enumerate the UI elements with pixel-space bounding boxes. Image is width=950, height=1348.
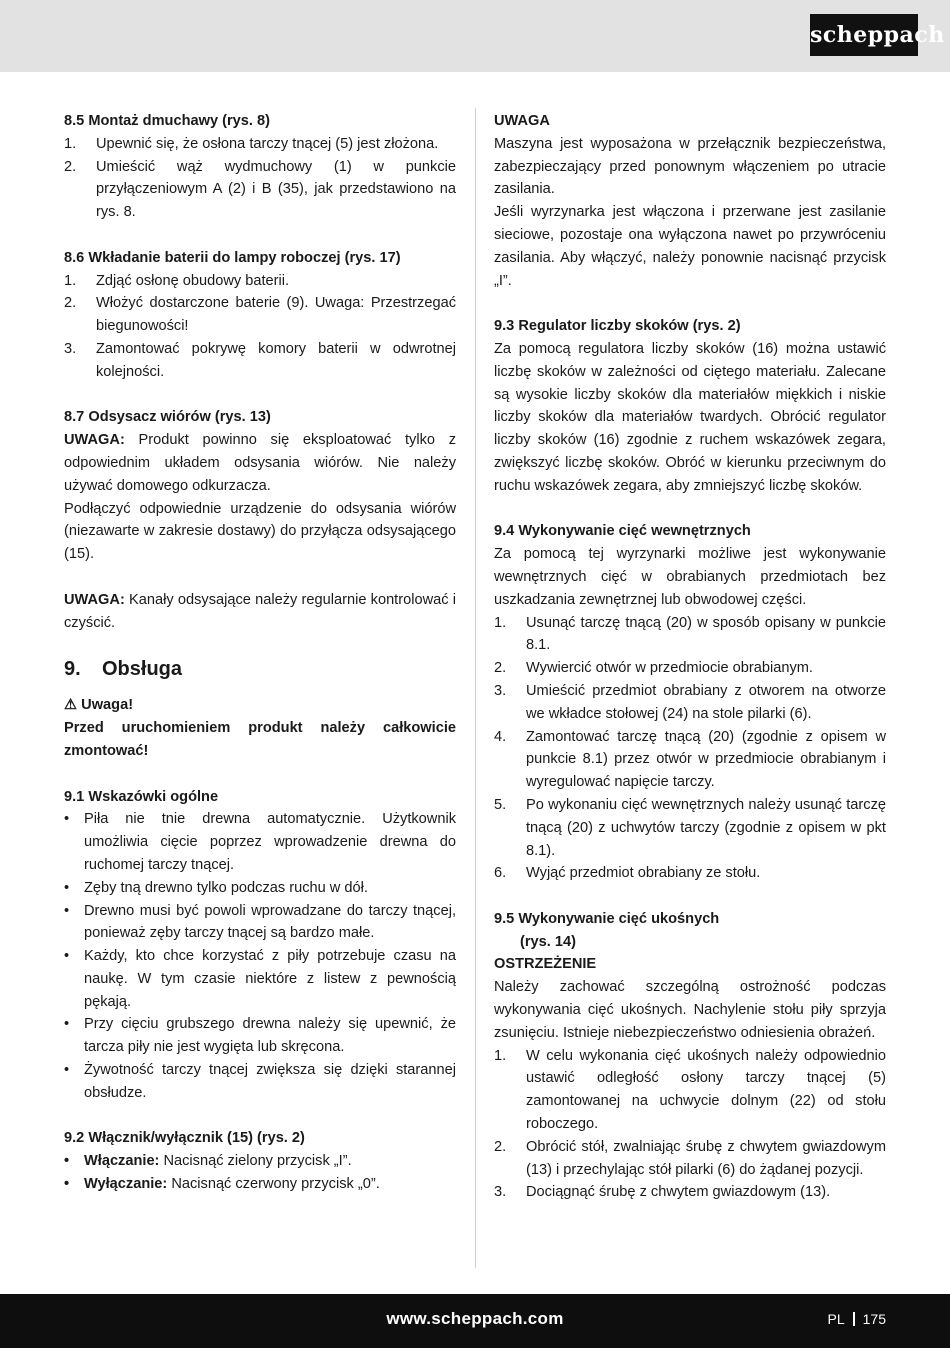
list-number: 1. xyxy=(494,614,507,631)
column-divider xyxy=(475,108,476,1268)
bullet: • xyxy=(64,1153,70,1170)
list-number: 6. xyxy=(494,865,507,882)
bullet: • xyxy=(64,902,70,919)
list-text: Zamontować pokrywę komory baterii w odwrotnej kolejności. xyxy=(96,340,456,380)
page-header xyxy=(0,0,950,72)
section-9-4-paragraph: Za pomocą tej wyrzynarki możliwe jest wykonywanie wewnętrznych cięć w obrabianych przedmiotach bez uszkadzania zewnętrznej lub obwodowej części. xyxy=(494,546,886,608)
list-number: 5. xyxy=(494,796,507,813)
section-8-7-paragraph: Podłączyć odpowiednie urządzenie do odsysania wiórów (niezawarte w zakresie dostawy) do przyłącza odsysającego (15). xyxy=(64,500,456,563)
caution-text: Przed uruchomieniem produkt należy całkowicie zmontować! xyxy=(64,720,456,759)
section-9-5-paragraph: Należy zachować szczególną ostrożność podczas wykonywania cięć ukośnych. Nachylenie stołu piły sprzyja zsunięciu. Istnieje niebezpieczeństwo odniesienia obrażeń. xyxy=(494,979,886,1041)
list-item xyxy=(494,612,886,658)
list-item xyxy=(494,657,886,680)
list-text: Usunąć tarczę tnącą (20) w sposób opisany w punkcie 8.1. xyxy=(526,614,886,654)
section-9-1-list xyxy=(64,808,456,1104)
list-item xyxy=(64,1173,456,1196)
list-item xyxy=(494,1045,886,1136)
list-text: Umieścić przedmiot obrabiany z otworem na otworze we wkładce stołowej (24) na stole pilarki (6). xyxy=(526,682,886,722)
section-9-5-warning-title: OSTRZEŻENIE xyxy=(494,956,597,973)
warning-text: Kanały odsysające należy regularnie kontrolować i czyścić. xyxy=(64,591,456,631)
list-item xyxy=(64,270,456,293)
list-item xyxy=(64,900,456,946)
list-item xyxy=(64,338,456,384)
left-column xyxy=(64,110,456,1196)
list-number: 1. xyxy=(494,1047,507,1064)
section-8-5-list xyxy=(64,133,456,224)
section-8-7-warning-2 xyxy=(64,589,456,635)
list-number: 3. xyxy=(494,1184,507,1201)
bullet: • xyxy=(64,948,70,965)
bullet: • xyxy=(64,1176,70,1193)
warning-text: Produkt powinno się eksploatować tylko z odpowiednim układem odsysania wiórów. Nie należy używać domowego odkurzacza. xyxy=(64,432,456,494)
list-number: 2. xyxy=(494,1138,507,1155)
list-text: Zamontować tarczę tnącą (20) (zgodnie z opisem w punkcie 8.1) przez otwór w przedmiocie obrabianym i wyregulować napięcie tarczy. xyxy=(526,728,886,791)
list-item xyxy=(494,862,886,885)
caution-heading xyxy=(64,694,456,717)
list-item xyxy=(64,1059,456,1105)
list-number: 2. xyxy=(64,295,77,312)
list-lead: Wyłączanie: xyxy=(84,1176,168,1193)
list-text: Wyjąć przedmiot obrabiany ze stołu. xyxy=(526,865,761,882)
list-text: W celu wykonania cięć ukośnych należy odpowiednio ustawić odległość osłony tarczy tnącej (5) zamontowanej na uchwycie dolnym (22) od stołu roboczego. xyxy=(526,1047,886,1133)
list-text: Włożyć dostarczone baterie (9). Uwaga: Przestrzegać biegunowości! xyxy=(96,295,456,335)
list-number: 1. xyxy=(64,135,77,152)
notice-paragraph-2: Jeśli wyrzynarka jest włączona i przerwane jest zasilanie sieciowe, pozostaje ona wyłączona nawet po przywróceniu zasilania. Aby włączyć, należy ponownie nacisnąć przycisk „I”. xyxy=(494,204,886,289)
list-item xyxy=(494,1181,886,1204)
bullet: • xyxy=(64,879,70,896)
caution-title: Uwaga! xyxy=(81,697,134,714)
page-number-value: 175 xyxy=(862,1311,886,1327)
list-lead: Włączanie: xyxy=(84,1153,160,1170)
notice-title: UWAGA xyxy=(494,113,550,129)
warning-label: UWAGA: xyxy=(64,432,125,449)
list-text: Obrócić stół, zwalniając śrubę z chwytem gwiazdowym (13) i przechylając stół pilarki (6) do żądanej pozycji. xyxy=(526,1138,886,1178)
warning-label: UWAGA: xyxy=(64,591,125,608)
warning-triangle-icon: ⚠ xyxy=(64,697,78,714)
list-item xyxy=(64,1150,456,1173)
list-item xyxy=(64,133,456,156)
list-text: Piła nie tnie drewna automatycznie. Użytkownik umożliwia cięcie poprzez wprowadzenie drewna do ruchomej tarczy tnącej. xyxy=(84,811,456,873)
list-number: 1. xyxy=(64,272,77,289)
list-item xyxy=(494,726,886,794)
website-link[interactable]: www.scheppach.com xyxy=(386,1309,564,1328)
section-8-5-title: 8.5 Montaż dmuchawy (rys. 8) xyxy=(64,113,270,129)
list-item xyxy=(64,877,456,900)
list-text: Zdjąć osłonę obudowy baterii. xyxy=(96,272,290,289)
bullet: • xyxy=(64,1016,70,1033)
list-item xyxy=(64,292,456,338)
section-9-4-list xyxy=(494,612,886,886)
section-8-7-title: 8.7 Odsysacz wiórów (rys. 13) xyxy=(64,409,271,426)
list-text: Przy cięciu grubszego drewna należy się upewnić, że tarcza piły nie jest wygięta lub skręcona. xyxy=(84,1016,456,1056)
section-9-3-title: 9.3 Regulator liczby skoków (rys. 2) xyxy=(494,318,741,335)
page-number xyxy=(828,1294,886,1344)
page-footer xyxy=(0,1294,950,1348)
notice-paragraph-1: Maszyna jest wyposażona w przełącznik bezpieczeństwa, zabezpieczający przed ponownym włączeniem po utracie zasilania. xyxy=(494,135,886,198)
chapter-title: Obsługa xyxy=(102,658,183,681)
list-number: 3. xyxy=(64,340,77,357)
list-number: 4. xyxy=(494,728,507,745)
list-number: 3. xyxy=(494,682,507,699)
section-8-6-title: 8.6 Wkładanie baterii do lampy roboczej (rys. 17) xyxy=(64,249,401,266)
section-9-5-list xyxy=(494,1045,886,1205)
section-9-2-list xyxy=(64,1150,456,1196)
list-text: Każdy, kto chce korzystać z piły potrzebuje czasu na naukę. W tym czasie niektóre z listew z pewnością pękają. xyxy=(84,948,456,1010)
language-code: PL xyxy=(827,1311,845,1327)
right-column xyxy=(494,110,886,1204)
bullet: • xyxy=(64,1062,70,1079)
list-number: 2. xyxy=(494,660,507,677)
list-text: Upewnić się, że osłona tarczy tnącej (5) jest złożona. xyxy=(96,135,439,152)
list-item xyxy=(494,794,886,862)
separator xyxy=(853,1312,855,1326)
list-item xyxy=(64,1013,456,1059)
list-item xyxy=(64,945,456,1013)
section-9-2-title: 9.2 Włącznik/wyłącznik (15) (rys. 2) xyxy=(64,1130,305,1147)
list-text: Po wykonaniu cięć wewnętrznych należy usunąć tarczę tnącą (20) z uchwytów tarczy (zgodnie z opisem w pkt 8.1). xyxy=(526,796,886,859)
list-text: Nacisnąć zielony przycisk „I”. xyxy=(159,1153,352,1170)
list-text: Drewno musi być powoli wprowadzane do tarczy tnącej, ponieważ zęby tarczy tnącej są bardzo małe. xyxy=(84,902,456,942)
section-9-3-paragraph: Za pomocą regulatora liczby skoków (16) można ustawić liczbę skoków w zależności od ciętego materiału. Zalecane są wysokie liczby skoków dla materiałów miękkich i niskie liczby skoków dla materiałów twardych. Obrócić regulator liczby skoków (16) zgodnie z ruchem wskazówek zegara, zwiększyć liczbę skoków. Obróć w kierunku przeciwnym do ruchu wskazówek zegara, aby zmniejszyć liczbę skoków. xyxy=(494,340,886,494)
chapter-9-heading xyxy=(64,654,456,684)
section-9-4-title: 9.4 Wykonywanie cięć wewnętrznych xyxy=(494,523,751,540)
section-9-5-title-ref: (rys. 14) xyxy=(520,933,576,950)
list-item xyxy=(494,680,886,726)
list-text: Zęby tną drewno tylko podczas ruchu w dół. xyxy=(84,879,368,896)
list-number: 2. xyxy=(64,158,77,175)
list-text: Nacisnąć czerwony przycisk „0”. xyxy=(167,1176,380,1193)
list-text: Umieścić wąż wydmuchowy (1) w punkcie przyłączeniowym A (2) i B (35), jak przedstawiono na rys. 8. xyxy=(96,158,456,221)
list-text: Wywiercić otwór w przedmiocie obrabianym. xyxy=(526,660,813,677)
list-item xyxy=(64,808,456,876)
list-item xyxy=(64,156,456,224)
list-item xyxy=(494,1136,886,1182)
chapter-number: 9. xyxy=(64,658,81,681)
section-9-1-title: 9.1 Wskazówki ogólne xyxy=(64,788,219,805)
list-text: Żywotność tarczy tnącej zwiększa się dzięki starannej obsłudze. xyxy=(84,1062,456,1101)
section-8-7-warning xyxy=(64,429,456,497)
list-text: Dociągnąć śrubę z chwytem gwiazdowym (13). xyxy=(526,1184,831,1201)
scheppach-logo: scheppach xyxy=(810,14,918,56)
section-8-6-list xyxy=(64,270,456,384)
bullet: • xyxy=(64,811,70,828)
section-9-5-title: 9.5 Wykonywanie cięć ukośnych xyxy=(494,910,720,927)
